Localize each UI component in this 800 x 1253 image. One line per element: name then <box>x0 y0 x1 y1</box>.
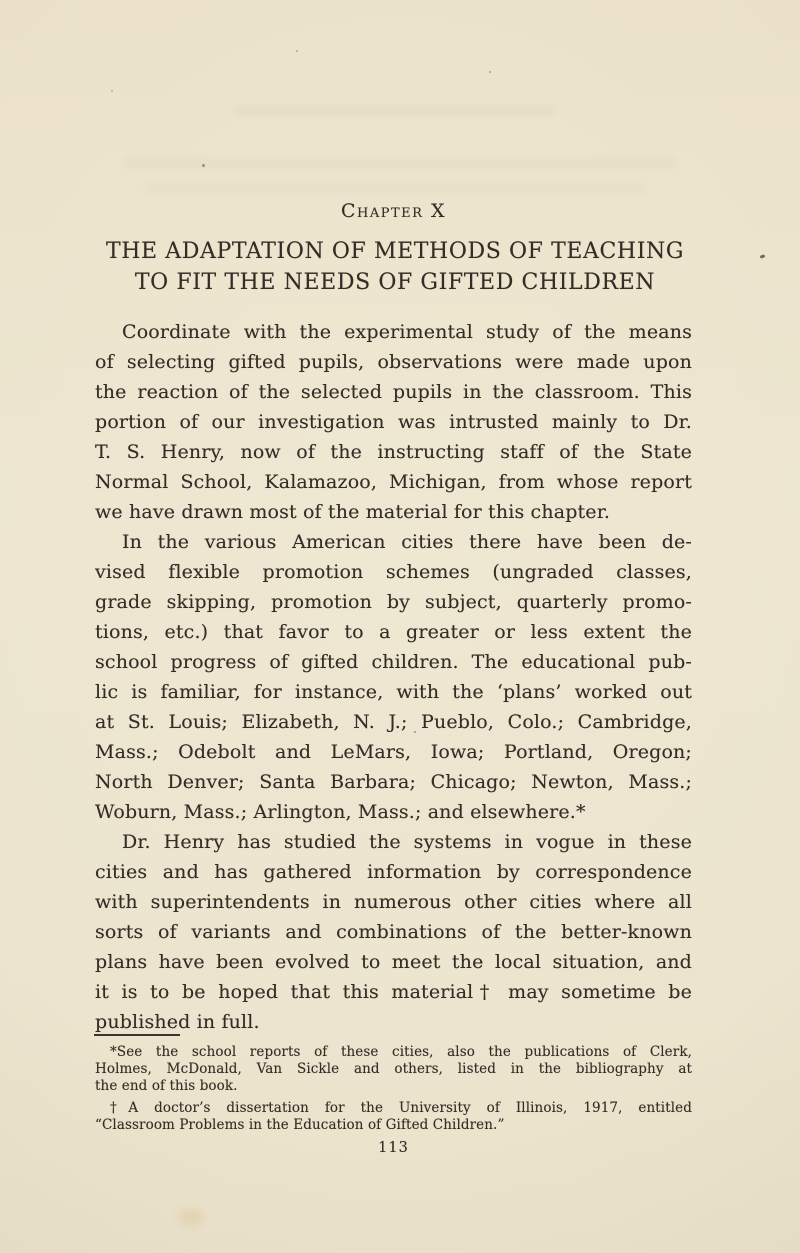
body-text-line: Mass.; Odebolt and LeMars, Iowa; Portland, Oregon; <box>95 741 692 763</box>
body-text-line: plans have been evolved to meet the local situation, and <box>95 951 692 973</box>
body-text-line: Woburn, Mass.; Arlington, Mass.; and elsewhere.* <box>95 801 586 823</box>
chapter-title-line: TO FIT THE NEEDS OF GIFTED CHILDREN <box>134 270 656 295</box>
body-text-line: Coordinate with the experimental study of the means <box>122 321 692 343</box>
body-text-line: cities and has gathered information by correspondence <box>95 861 692 883</box>
body-text-line: sorts of variants and combinations of the better-known <box>95 921 692 943</box>
footnote-line: Holmes, McDonald, Van Sickle and others, listed in the bibliography at <box>95 1061 692 1077</box>
footnote-line: “Classroom Problems in the Education of Gifted Children.” <box>95 1117 505 1133</box>
chapter-title-line: THE ADAPTATION OF METHODS OF TEACHING <box>105 239 685 264</box>
body-text-line: school progress of gifted children. The educational pub- <box>95 651 692 673</box>
body-text-line: at St. Louis; Elizabeth, N. J.; Pueblo, Colo.; Cambridge, <box>95 711 692 733</box>
body-text-line: In the various American cities there have been de- <box>122 531 692 553</box>
body-text-line: North Denver; Santa Barbara; Chicago; Newton, Mass.; <box>95 771 692 793</box>
body-text-line: tions, etc.) that favor to a greater or less extent the <box>95 621 692 643</box>
body-text-line: lic is familiar, for instance, with the ‘plans’ worked out <box>95 681 692 703</box>
show-through-ghost <box>235 106 555 115</box>
body-text <box>95 317 692 1037</box>
page-number: 113 <box>378 1140 409 1156</box>
body-text-line: grade skipping, promotion by subject, quarterly promo- <box>95 591 692 613</box>
body-text-line: of selecting gifted pupils, observations were made upon <box>95 351 692 373</box>
body-text-line: T. S. Henry, now of the instructing staff of the State <box>95 441 692 463</box>
show-through-ghost <box>125 158 675 169</box>
body-text-line: the reaction of the selected pupils in the classroom. This <box>95 381 692 403</box>
footnote-line: †A doctor’s dissertation for the University of Illinois, 1917, entitled <box>110 1100 692 1116</box>
footnote <box>95 1100 692 1134</box>
footnote-line: the end of this book. <box>95 1078 238 1094</box>
footnote-line: *See the school reports of these cities, also the publications of Clerk, <box>110 1044 692 1060</box>
body-text-line: it is to be hoped that this material† may sometime be <box>95 981 692 1003</box>
paper-speck <box>202 164 205 167</box>
body-text-line: portion of our investigation was intrusted mainly to Dr. <box>95 411 692 433</box>
paper-speck <box>296 50 298 52</box>
body-text-line: Dr. Henry has studied the systems in vogue in these <box>122 831 692 853</box>
chapter-heading: Chapter X <box>340 200 447 222</box>
show-through-ghost <box>145 184 645 193</box>
body-text-line: vised flexible promotion schemes (ungraded classes, <box>95 561 692 583</box>
footnote-separator-rule <box>94 1034 180 1036</box>
paper-stain <box>178 1208 204 1226</box>
body-text-line: we have drawn most of the material for this chapter. <box>95 501 611 523</box>
paper-speck <box>111 90 113 92</box>
paper-speck <box>489 71 491 73</box>
footnotes <box>95 1044 692 1139</box>
paper-speck <box>760 254 766 259</box>
body-text-line: published in full. <box>95 1011 260 1033</box>
footnote <box>95 1044 692 1095</box>
body-text-line: Normal School, Kalamazoo, Michigan, from whose report <box>95 471 692 493</box>
body-text-line: with superintendents in numerous other cities where all <box>95 891 692 913</box>
